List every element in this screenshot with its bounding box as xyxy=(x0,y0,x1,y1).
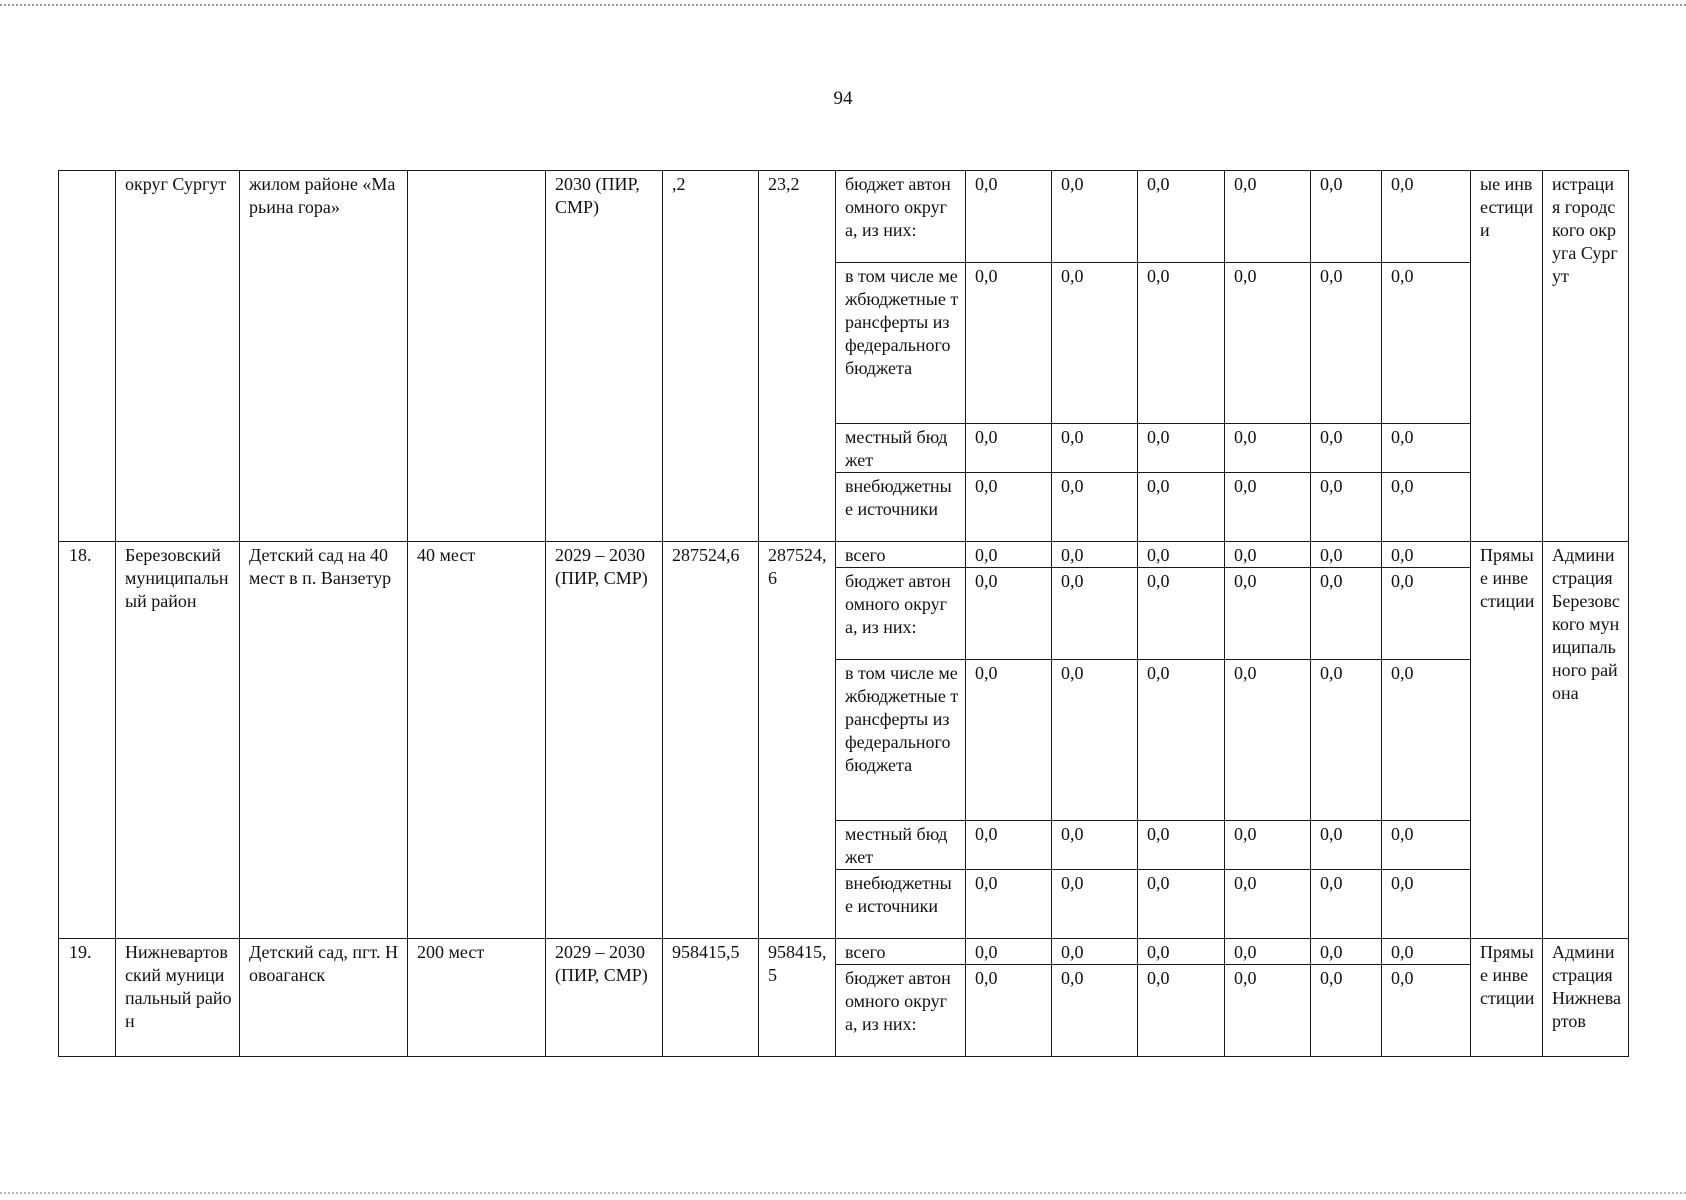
amount-cell: 0,0 xyxy=(1052,171,1138,263)
amount-cell: 0,0 xyxy=(1052,965,1138,1057)
amount-cell: 0,0 xyxy=(1382,473,1471,542)
mechanism-cell: ые инвестиции xyxy=(1471,171,1543,542)
funding-source-cell: всего xyxy=(836,939,966,965)
municipality-cell: Нижневартовский муниципальный район xyxy=(116,939,240,1057)
cost-remaining-cell: 958415,5 xyxy=(759,939,836,1057)
funding-source-cell: внебюджетные источники xyxy=(836,870,966,939)
amount-cell: 0,0 xyxy=(1311,424,1382,473)
amount-cell: 0,0 xyxy=(1382,424,1471,473)
amount-cell: 0,0 xyxy=(1225,171,1311,263)
amount-cell: 0,0 xyxy=(1052,660,1138,821)
amount-cell: 0,0 xyxy=(966,424,1052,473)
funding-source-cell: в том числе межбюджетные трансферты из федерального бюджета xyxy=(836,660,966,821)
amount-cell: 0,0 xyxy=(1225,424,1311,473)
amount-cell: 0,0 xyxy=(1138,660,1225,821)
funding-source-cell: местный бюджет xyxy=(836,424,966,473)
amount-cell: 0,0 xyxy=(1052,542,1138,568)
municipality-cell: округ Сургут xyxy=(116,171,240,542)
amount-cell: 0,0 xyxy=(1138,542,1225,568)
scan-edge-top xyxy=(0,4,1686,6)
amount-cell: 0,0 xyxy=(1311,568,1382,660)
amount-cell: 0,0 xyxy=(1382,821,1471,870)
amount-cell: 0,0 xyxy=(1225,568,1311,660)
amount-cell: 0,0 xyxy=(1052,939,1138,965)
cost-remaining-cell: 23,2 xyxy=(759,171,836,542)
amount-cell: 0,0 xyxy=(1138,424,1225,473)
amount-cell: 0,0 xyxy=(1138,263,1225,424)
page-number: 94 xyxy=(833,88,853,109)
amount-cell: 0,0 xyxy=(966,870,1052,939)
amount-cell: 0,0 xyxy=(1052,473,1138,542)
amount-cell: 0,0 xyxy=(1052,568,1138,660)
funding-source-cell: всего xyxy=(836,542,966,568)
amount-cell: 0,0 xyxy=(1052,870,1138,939)
amount-cell: 0,0 xyxy=(1138,171,1225,263)
amount-cell: 0,0 xyxy=(1311,870,1382,939)
amount-cell: 0,0 xyxy=(1225,965,1311,1057)
amount-cell: 0,0 xyxy=(1225,660,1311,821)
object-cell: Детский сад, пгт. Новоаганск xyxy=(240,939,408,1057)
period-cell: 2030 (ПИР, СМР) xyxy=(546,171,663,542)
amount-cell: 0,0 xyxy=(1311,660,1382,821)
amount-cell: 0,0 xyxy=(966,821,1052,870)
amount-cell: 0,0 xyxy=(1225,870,1311,939)
responsible-cell: истрация городского округа Сургут xyxy=(1543,171,1629,542)
responsible-cell: Администрация Березовского муниципального района xyxy=(1543,542,1629,939)
capacity-cell: 40 мест xyxy=(408,542,546,939)
amount-cell: 0,0 xyxy=(1311,473,1382,542)
amount-cell: 0,0 xyxy=(1138,870,1225,939)
amount-cell: 0,0 xyxy=(966,568,1052,660)
amount-cell: 0,0 xyxy=(1138,568,1225,660)
amount-cell: 0,0 xyxy=(966,660,1052,821)
object-cell: жилом районе «Марьина гора» xyxy=(240,171,408,542)
amount-cell: 0,0 xyxy=(1138,821,1225,870)
amount-cell: 0,0 xyxy=(1311,171,1382,263)
mechanism-cell: Прямые инвестиции xyxy=(1471,939,1543,1057)
amount-cell: 0,0 xyxy=(1225,263,1311,424)
amount-cell: 0,0 xyxy=(1052,263,1138,424)
row-index-cell: 19. xyxy=(59,939,116,1057)
cost-cell: ,2 xyxy=(663,171,759,542)
cost-remaining-cell: 287524,6 xyxy=(759,542,836,939)
amount-cell: 0,0 xyxy=(1382,542,1471,568)
cost-cell: 287524,6 xyxy=(663,542,759,939)
amount-cell: 0,0 xyxy=(966,542,1052,568)
amount-cell: 0,0 xyxy=(1311,939,1382,965)
amount-cell: 0,0 xyxy=(1311,542,1382,568)
capacity-cell xyxy=(408,171,546,542)
amount-cell: 0,0 xyxy=(1225,542,1311,568)
amount-cell: 0,0 xyxy=(1311,965,1382,1057)
amount-cell: 0,0 xyxy=(1225,939,1311,965)
funding-source-cell: бюджет автономного округа, из них: xyxy=(836,568,966,660)
table-row xyxy=(59,939,1629,965)
funding-source-cell: в том числе межбюджетные трансферты из федерального бюджета xyxy=(836,263,966,424)
table-row xyxy=(59,171,1629,263)
amount-cell: 0,0 xyxy=(1382,568,1471,660)
responsible-cell: Администрация Нижневартов xyxy=(1543,939,1629,1057)
amount-cell: 0,0 xyxy=(966,473,1052,542)
row-index-cell xyxy=(59,171,116,542)
amount-cell: 0,0 xyxy=(1138,473,1225,542)
amount-cell: 0,0 xyxy=(966,263,1052,424)
amount-cell: 0,0 xyxy=(1052,821,1138,870)
amount-cell: 0,0 xyxy=(1311,821,1382,870)
amount-cell: 0,0 xyxy=(1225,473,1311,542)
amount-cell: 0,0 xyxy=(1138,965,1225,1057)
investment-table xyxy=(58,170,1629,1057)
amount-cell: 0,0 xyxy=(1311,263,1382,424)
funding-source-cell: внебюджетные источники xyxy=(836,473,966,542)
amount-cell: 0,0 xyxy=(966,171,1052,263)
mechanism-cell: Прямые инвестиции xyxy=(1471,542,1543,939)
scan-edge-bottom xyxy=(0,1192,1686,1194)
amount-cell: 0,0 xyxy=(1382,263,1471,424)
object-cell: Детский сад на 40 мест в п. Ванзетур xyxy=(240,542,408,939)
municipality-cell: Березовский муниципальный район xyxy=(116,542,240,939)
period-cell: 2029 – 2030 (ПИР, СМР) xyxy=(546,939,663,1057)
row-index-cell: 18. xyxy=(59,542,116,939)
capacity-cell: 200 мест xyxy=(408,939,546,1057)
amount-cell: 0,0 xyxy=(1382,939,1471,965)
amount-cell: 0,0 xyxy=(1138,939,1225,965)
funding-source-cell: бюджет автономного округа, из них: xyxy=(836,965,966,1057)
funding-source-cell: местный бюджет xyxy=(836,821,966,870)
amount-cell: 0,0 xyxy=(1225,821,1311,870)
table-row xyxy=(59,542,1629,568)
amount-cell: 0,0 xyxy=(966,965,1052,1057)
period-cell: 2029 – 2030 (ПИР, СМР) xyxy=(546,542,663,939)
amount-cell: 0,0 xyxy=(1382,870,1471,939)
amount-cell: 0,0 xyxy=(1382,965,1471,1057)
cost-cell: 958415,5 xyxy=(663,939,759,1057)
amount-cell: 0,0 xyxy=(1382,660,1471,821)
amount-cell: 0,0 xyxy=(966,939,1052,965)
amount-cell: 0,0 xyxy=(1382,171,1471,263)
amount-cell: 0,0 xyxy=(1052,424,1138,473)
funding-source-cell: бюджет автономного округа, из них: xyxy=(836,171,966,263)
